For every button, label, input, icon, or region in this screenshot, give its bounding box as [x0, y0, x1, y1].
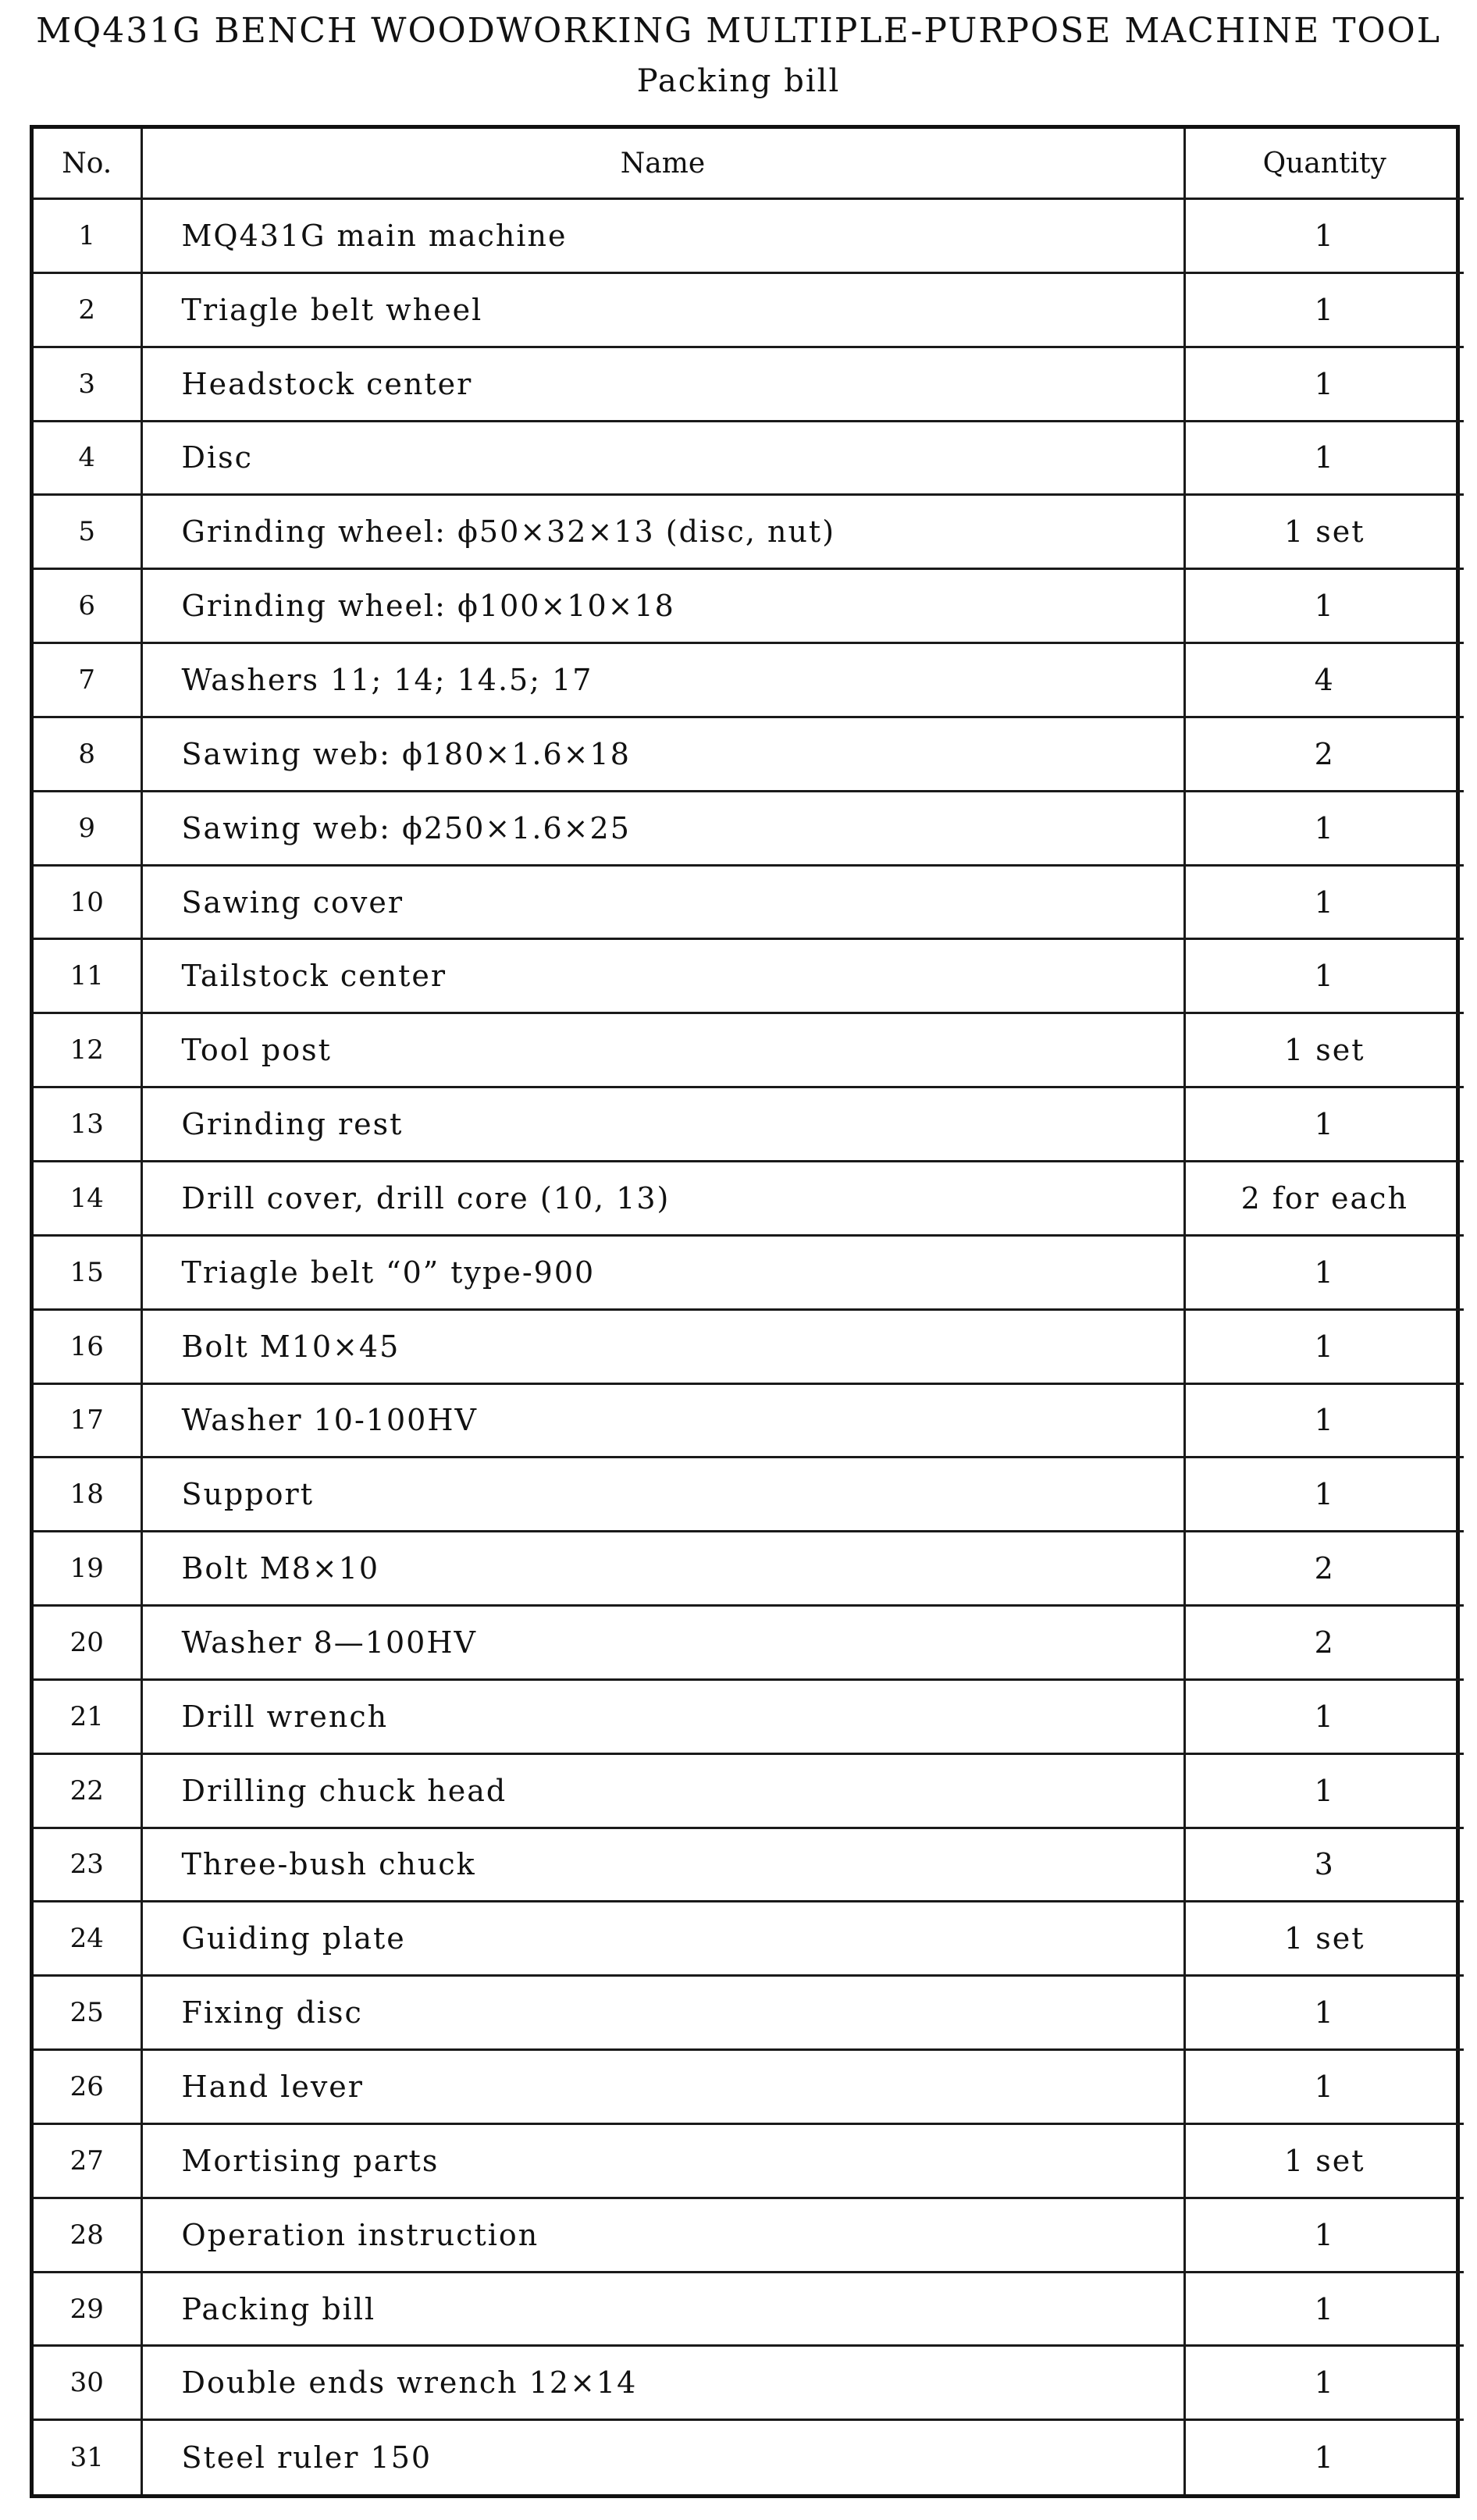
item-name-cell: Washers 11; 14; 14.5; 17	[141, 643, 1184, 717]
item-quantity-cell: 3	[1184, 1828, 1464, 1902]
item-quantity-cell: 1	[1184, 1309, 1464, 1383]
table-row	[34, 1828, 1464, 1902]
column-header-quantity: Quantity	[1184, 129, 1464, 199]
item-quantity-cell: 2	[1184, 717, 1464, 791]
item-name-cell: Double ends wrench 12×14	[141, 2346, 1184, 2420]
row-number-cell: 16	[34, 1309, 141, 1383]
table-row	[34, 2050, 1464, 2124]
row-number-cell: 2	[34, 272, 141, 347]
row-number-cell: 3	[34, 347, 141, 421]
row-number-cell: 25	[34, 1976, 141, 2050]
item-quantity-cell: 1	[1184, 2420, 1464, 2494]
item-quantity-cell: 1	[1184, 1458, 1464, 1532]
table-row	[34, 199, 1464, 273]
item-name-cell: Tool post	[141, 1013, 1184, 1087]
row-number-cell: 9	[34, 791, 141, 865]
row-number-cell: 14	[34, 1161, 141, 1235]
item-name-cell: Sawing web: ϕ250×1.6×25	[141, 791, 1184, 865]
item-name-cell: Bolt M8×10	[141, 1532, 1184, 1606]
item-quantity-cell: 1	[1184, 791, 1464, 865]
packing-bill-table-frame	[30, 125, 1460, 2498]
item-quantity-cell: 1	[1184, 1235, 1464, 1309]
table-body	[34, 199, 1464, 2495]
table-row	[34, 1458, 1464, 1532]
table-row	[34, 2346, 1464, 2420]
row-number-cell: 17	[34, 1383, 141, 1458]
table-row	[34, 347, 1464, 421]
item-name-cell: MQ431G main machine	[141, 199, 1184, 273]
row-number-cell: 26	[34, 2050, 141, 2124]
table-row	[34, 2272, 1464, 2346]
item-quantity-cell: 1	[1184, 865, 1464, 939]
document-subtitle: Packing bill	[636, 63, 841, 99]
item-quantity-cell: 1 set	[1184, 495, 1464, 569]
item-name-cell: Headstock center	[141, 347, 1184, 421]
table-row	[34, 1235, 1464, 1309]
table-row	[34, 495, 1464, 569]
item-quantity-cell: 2 for each	[1184, 1161, 1464, 1235]
packing-bill-table	[34, 129, 1464, 2494]
row-number-cell: 22	[34, 1753, 141, 1828]
item-quantity-cell: 1	[1184, 272, 1464, 347]
item-quantity-cell: 1	[1184, 2050, 1464, 2124]
item-name-cell: Washer 10-100HV	[141, 1383, 1184, 1458]
table-row	[34, 272, 1464, 347]
row-number-cell: 11	[34, 939, 141, 1013]
row-number-cell: 10	[34, 865, 141, 939]
table-row	[34, 865, 1464, 939]
table-header-row	[34, 129, 1464, 199]
table-row	[34, 1902, 1464, 1976]
row-number-cell: 28	[34, 2198, 141, 2272]
item-name-cell: Washer 8—100HV	[141, 1606, 1184, 1680]
item-quantity-cell: 4	[1184, 643, 1464, 717]
table-row	[34, 2123, 1464, 2198]
item-quantity-cell: 1	[1184, 2346, 1464, 2420]
table-row	[34, 1976, 1464, 2050]
row-number-cell: 12	[34, 1013, 141, 1087]
table-row	[34, 939, 1464, 1013]
table-row	[34, 717, 1464, 791]
row-number-cell: 23	[34, 1828, 141, 1902]
table-row	[34, 2198, 1464, 2272]
item-quantity-cell: 1	[1184, 347, 1464, 421]
item-name-cell: Drill wrench	[141, 1679, 1184, 1753]
item-name-cell: Fixing disc	[141, 1976, 1184, 2050]
row-number-cell: 20	[34, 1606, 141, 1680]
item-name-cell: Guiding plate	[141, 1902, 1184, 1976]
table-row	[34, 1087, 1464, 1162]
item-name-cell: Grinding wheel: ϕ100×10×18	[141, 569, 1184, 643]
item-name-cell: Steel ruler 150	[141, 2420, 1184, 2494]
item-quantity-cell: 1	[1184, 569, 1464, 643]
table-row	[34, 1679, 1464, 1753]
item-quantity-cell: 1 set	[1184, 2123, 1464, 2198]
table-row	[34, 1383, 1464, 1458]
row-number-cell: 8	[34, 717, 141, 791]
row-number-cell: 27	[34, 2123, 141, 2198]
table-row	[34, 1532, 1464, 1606]
row-number-cell: 19	[34, 1532, 141, 1606]
item-quantity-cell: 1	[1184, 1753, 1464, 1828]
row-number-cell: 6	[34, 569, 141, 643]
item-name-cell: Three-bush chuck	[141, 1828, 1184, 1902]
column-header-name: Name	[141, 129, 1184, 199]
row-number-cell: 30	[34, 2346, 141, 2420]
item-name-cell: Operation instruction	[141, 2198, 1184, 2272]
item-name-cell: Triagle belt wheel	[141, 272, 1184, 347]
document-title: MQ431G BENCH WOODWORKING MULTIPLE-PURPOSE MACHINE TOOL	[36, 11, 1441, 51]
row-number-cell: 21	[34, 1679, 141, 1753]
table-row	[34, 1606, 1464, 1680]
item-name-cell: Drill cover, drill core (10, 13)	[141, 1161, 1184, 1235]
item-name-cell: Triagle belt “0” type-900	[141, 1235, 1184, 1309]
item-name-cell: Support	[141, 1458, 1184, 1532]
table-row	[34, 791, 1464, 865]
item-quantity-cell: 1 set	[1184, 1902, 1464, 1976]
item-quantity-cell: 1	[1184, 939, 1464, 1013]
item-quantity-cell: 1	[1184, 1087, 1464, 1162]
item-name-cell: Mortising parts	[141, 2123, 1184, 2198]
item-name-cell: Sawing web: ϕ180×1.6×18	[141, 717, 1184, 791]
item-name-cell: Hand lever	[141, 2050, 1184, 2124]
item-name-cell: Sawing cover	[141, 865, 1184, 939]
table-row	[34, 643, 1464, 717]
row-number-cell: 4	[34, 421, 141, 495]
row-number-cell: 15	[34, 1235, 141, 1309]
item-name-cell: Packing bill	[141, 2272, 1184, 2346]
item-quantity-cell: 1 set	[1184, 1013, 1464, 1087]
table-row	[34, 569, 1464, 643]
table-row	[34, 1309, 1464, 1383]
row-number-cell: 7	[34, 643, 141, 717]
item-quantity-cell: 2	[1184, 1606, 1464, 1680]
item-name-cell: Tailstock center	[141, 939, 1184, 1013]
item-name-cell: Disc	[141, 421, 1184, 495]
row-number-cell: 18	[34, 1458, 141, 1532]
table-row	[34, 1753, 1464, 1828]
row-number-cell: 29	[34, 2272, 141, 2346]
row-number-cell: 31	[34, 2420, 141, 2494]
item-quantity-cell: 2	[1184, 1532, 1464, 1606]
row-number-cell: 13	[34, 1087, 141, 1162]
item-quantity-cell: 1	[1184, 1383, 1464, 1458]
table-row	[34, 1013, 1464, 1087]
row-number-cell: 5	[34, 495, 141, 569]
item-quantity-cell: 1	[1184, 1976, 1464, 2050]
item-name-cell: Grinding rest	[141, 1087, 1184, 1162]
item-quantity-cell: 1	[1184, 199, 1464, 273]
item-quantity-cell: 1	[1184, 1679, 1464, 1753]
table-row	[34, 421, 1464, 495]
item-name-cell: Grinding wheel: ϕ50×32×13 (disc, nut)	[141, 495, 1184, 569]
table-row	[34, 2420, 1464, 2494]
item-quantity-cell: 1	[1184, 421, 1464, 495]
item-quantity-cell: 1	[1184, 2198, 1464, 2272]
item-name-cell: Bolt M10×45	[141, 1309, 1184, 1383]
item-quantity-cell: 1	[1184, 2272, 1464, 2346]
item-name-cell: Drilling chuck head	[141, 1753, 1184, 1828]
row-number-cell: 24	[34, 1902, 141, 1976]
table-row	[34, 1161, 1464, 1235]
row-number-cell: 1	[34, 199, 141, 273]
column-header-no: No.	[34, 129, 141, 199]
